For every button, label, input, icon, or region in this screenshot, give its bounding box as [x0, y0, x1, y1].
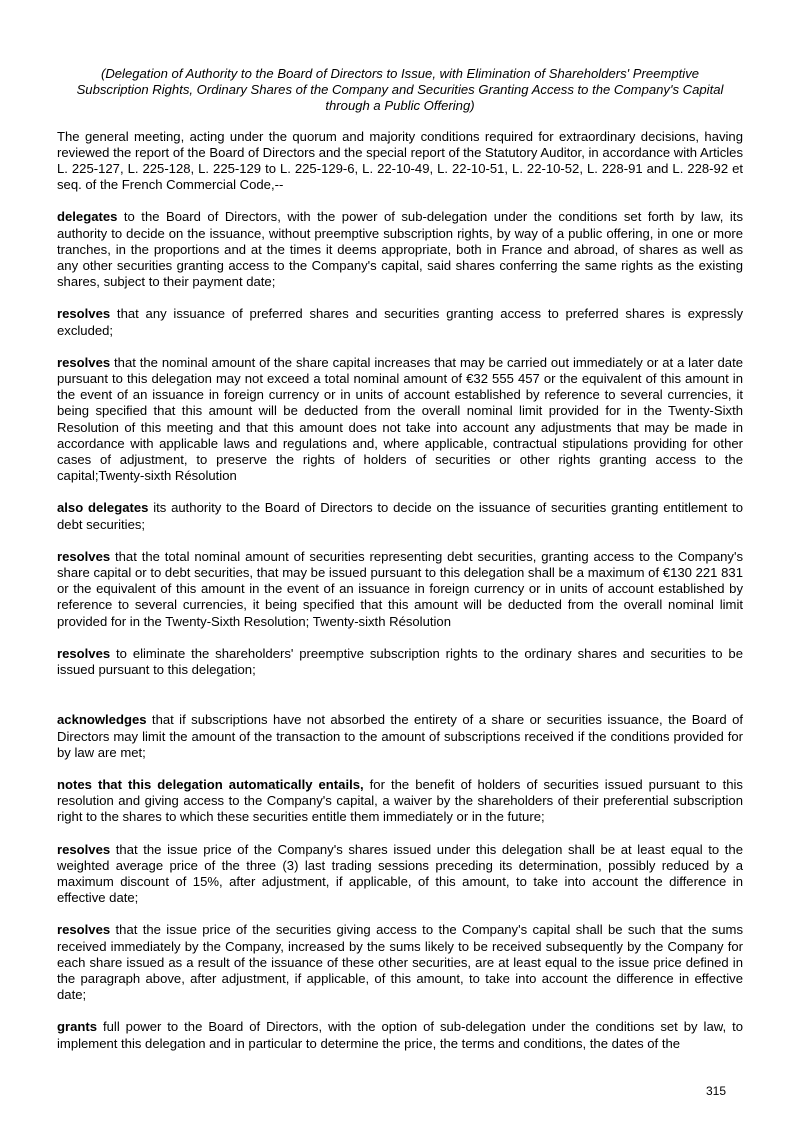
document-page [57, 66, 743, 1068]
paragraph-resolves-issue-price-shares [57, 842, 743, 907]
paragraph-lead: resolves [57, 306, 111, 322]
paragraph-text: to the Board of Directors, with the power of sub-delegation under the conditions set forth by law, its authority to decide on the issuance, without preemptive subscription rights, by way of a public offering, in one or more tranches, in the proportions and at the times it deems appropriate, both in France and abroad, of shares as well as any other securities granting access to the Company's capital, said shares conferring the same rights as the existing shares, subject to their payment date; [57, 209, 743, 290]
page-number: 315 [706, 1084, 727, 1098]
resolution-heading: (Delegation of Authority to the Board of Directors to Issue, with Elimination of Shareholders' Preemptive Subscription Rights, Ordinary Shares of the Company and Securities Granting Access to the Company's Capital through a Public Offering) [76, 66, 724, 114]
paragraph-resolves-preferred [57, 306, 743, 338]
paragraph-lead: notes that this delegation automatically entails, [57, 776, 364, 792]
paragraph-resolves-issue-price-securities [57, 922, 743, 1003]
paragraph-lead: resolves [57, 354, 111, 370]
paragraph-lead: delegates [57, 209, 118, 225]
paragraph-lead: also delegates [57, 500, 149, 516]
paragraph-notes [57, 777, 743, 826]
paragraph-text: that if subscriptions have not absorbed the entirety of a share or securities issuance, the Board of Directors may limit the amount of the transaction to the amount of subscriptions received if the conditions provided for by law are met; [57, 712, 743, 760]
paragraph-text: that the total nominal amount of securities representing debt securities, granting access to the Company's share capital or to debt securities, that may be issued pursuant to this delegation shall be a maximum of €130 221 831 or the equivalent of this amount in the event of an issuance in foreign currency or in units of account established by reference to several currencies, it being specified that this amount will be deducted from the overall nominal limit provided for in the Twenty-Sixth Resolution; Twenty-sixth Résolution [57, 548, 743, 629]
paragraph-text: that the issue price of the securities giving access to the Company's capital shall be such that the sums received immediately by the Company, increased by the sums likely to be received subsequently by the Company for each share issued as a result of the issuance of these other securities, are at least equal to the issue price defined in the paragraph above, after adjustment, if applicable, of this amount, to take into account the difference in effective date; [57, 922, 743, 1003]
paragraph-also-delegates [57, 500, 743, 532]
paragraph-resolves-debt-securities [57, 549, 743, 630]
paragraph-text: that the nominal amount of the share capital increases that may be carried out immediately or at a later date pursuant to this delegation may not exceed a total nominal amount of €32 555 457 or the equivalent of this amount in the event of an issuance in foreign currency or in units of account established by reference to several currencies, it being specified that this amount will be deducted from the overall nominal limit provided for in the Twenty-Sixth Resolution of this meeting and that this amount does not take into account any adjustments that may be made in accordance with applicable laws and regulations and, where applicable, contractual stipulations providing for other cases of adjustment, to preserve the rights of holders of securities or other rights granting access to the capital;Twenty-sixth Résolution [57, 354, 743, 484]
paragraph-lead: resolves [57, 841, 111, 857]
paragraph-resolves-eliminate-rights [57, 646, 743, 678]
paragraph-text: that the issue price of the Company's shares issued under this delegation shall be at least equal to the weighted average price of the three (3) last trading sessions preceding its determination, possibly reduced by a maximum discount of 15%, after adjustment, if applicable, of this amount, to take into account the difference in effective date; [57, 841, 743, 906]
paragraph-lead: grants [57, 1019, 98, 1035]
paragraph-acknowledges [57, 712, 743, 761]
paragraph-text: its authority to the Board of Directors to decide on the issuance of securities granting entitlement to debt securities; [57, 500, 743, 532]
paragraph-lead: resolves [57, 645, 111, 661]
paragraph-text: to eliminate the shareholders' preemptive subscription rights to the ordinary shares and securities to be issued pursuant to this delegation; [57, 645, 743, 678]
paragraph-lead: acknowledges [57, 712, 147, 728]
paragraph-text: that any issuance of preferred shares and securities granting access to preferred shares is expressly excluded; [57, 306, 743, 338]
paragraph-lead: resolves [57, 922, 111, 938]
paragraph-text: The general meeting, acting under the quorum and majority conditions required for extraordinary decisions, having reviewed the report of the Board of Directors and the special report of the Statutory Auditor, in accordance with Articles L. 225-127, L. 225-128, L. 225-129 to L. 225-129-6, L. 22-10-49, L. 22-10-51, L. 22-10-52, L. 228-91 and L. 228-92 et seq. of the French Commercial Code,-- [57, 128, 743, 193]
paragraph-text: full power to the Board of Directors, with the option of sub-delegation under the conditions set by law, to implement this delegation and in particular to determine the price, the terms and conditions, the dates of the [57, 1019, 743, 1051]
paragraph-preamble [57, 129, 743, 194]
paragraph-resolves-nominal-amount [57, 355, 743, 485]
paragraph-lead: resolves [57, 548, 111, 564]
paragraph-delegates [57, 209, 743, 290]
paragraph-text: for the benefit of holders of securities issued pursuant to this resolution and giving access to the Company's capital, a waiver by the shareholders of their preferential subscription right to the shares to which these securities entitle them immediately or in the future; [57, 776, 743, 825]
paragraph-grants [57, 1019, 743, 1051]
